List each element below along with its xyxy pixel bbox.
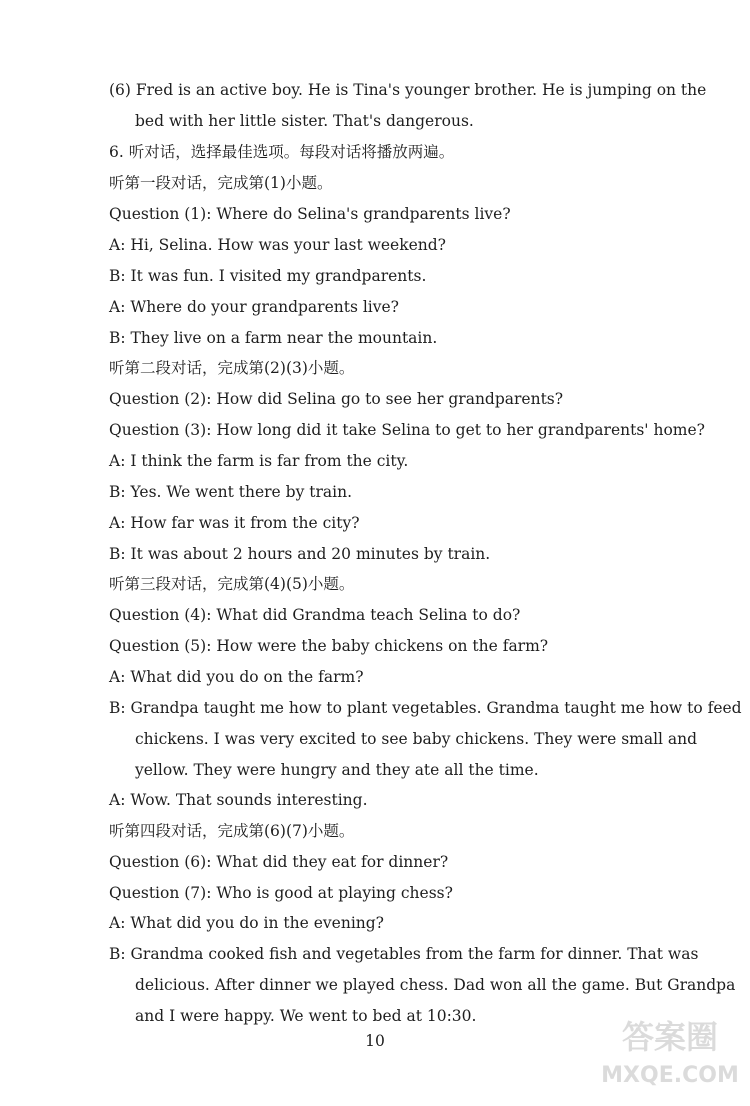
dialogue-3-line-b1-cont1: chickens. I was very excited to see baby chickens. They were small and [135, 730, 698, 748]
dialogue-2-line-b1: B: Yes. We went there by train. [109, 483, 352, 501]
text-line-2: bed with her little sister. That's dangerous. [135, 112, 474, 130]
dialogue-4-line-b1-cont2: and I were happy. We went to bed at 10:30. [135, 1007, 477, 1025]
dialogue-4-line-b1-cont1: delicious. After dinner we played chess. Dad won all the game. But Grandpa [135, 976, 736, 994]
page-number: 10 [365, 1032, 385, 1050]
dialogue-2-line-a2: A: How far was it from the city? [109, 514, 360, 532]
dialogue-3-heading: 听第三段对话，完成第(4)(5)小题。 [109, 575, 355, 593]
dialogue-1-line-b2: B: They live on a farm near the mountain. [109, 329, 438, 347]
dialogue-3-line-a2: A: Wow. That sounds interesting. [109, 791, 368, 809]
dialogue-1-line-a2: A: Where do your grandparents live? [109, 298, 399, 316]
question-5: Question (5): How were the baby chickens on the farm? [109, 637, 549, 655]
dialogue-3-line-b1-cont2: yellow. They were hungry and they ate all the time. [135, 761, 539, 779]
dialogue-3-line-a1: A: What did you do on the farm? [109, 668, 364, 686]
dialogue-1-line-a1: A: Hi, Selina. How was your last weekend? [109, 236, 446, 254]
dialogue-4-heading: 听第四段对话，完成第(6)(7)小题。 [109, 822, 355, 840]
question-3: Question (3): How long did it take Selina to get to her grandparents' home? [109, 421, 705, 439]
question-7: Question (7): Who is good at playing chess? [109, 884, 453, 902]
watermark-brand: 答案圈 [621, 1018, 719, 1056]
question-2: Question (2): How did Selina go to see her grandparents? [109, 390, 564, 408]
dialogue-2-line-b2: B: It was about 2 hours and 20 minutes by train. [109, 545, 491, 563]
watermark-site: MXQE.COM [601, 1063, 739, 1088]
dialogue-2-heading: 听第二段对话，完成第(2)(3)小题。 [109, 359, 355, 377]
dialogue-3-line-b1: B: Grandpa taught me how to plant vegetables. Grandma taught me how to feed [109, 699, 742, 717]
dialogue-1-heading: 听第一段对话，完成第(1)小题。 [109, 174, 333, 192]
dialogue-4-line-b1: B: Grandma cooked fish and vegetables from the farm for dinner. That was [109, 945, 699, 963]
watermark-logo [600, 1008, 740, 1092]
section-heading-6: 6. 听对话，选择最佳选项。每段对话将播放两遍。 [109, 143, 455, 161]
dialogue-4-line-a1: A: What did you do in the evening? [109, 914, 384, 932]
question-1: Question (1): Where do Selina's grandparents live? [109, 205, 511, 223]
dialogue-2-line-a1: A: I think the farm is far from the city. [109, 452, 409, 470]
dialogue-1-line-b1: B: It was fun. I visited my grandparents. [109, 267, 427, 285]
text-line-1: (6) Fred is an active boy. He is Tina's younger brother. He is jumping on the [109, 81, 707, 99]
question-4: Question (4): What did Grandma teach Selina to do? [109, 606, 521, 624]
question-6: Question (6): What did they eat for dinner? [109, 853, 449, 871]
